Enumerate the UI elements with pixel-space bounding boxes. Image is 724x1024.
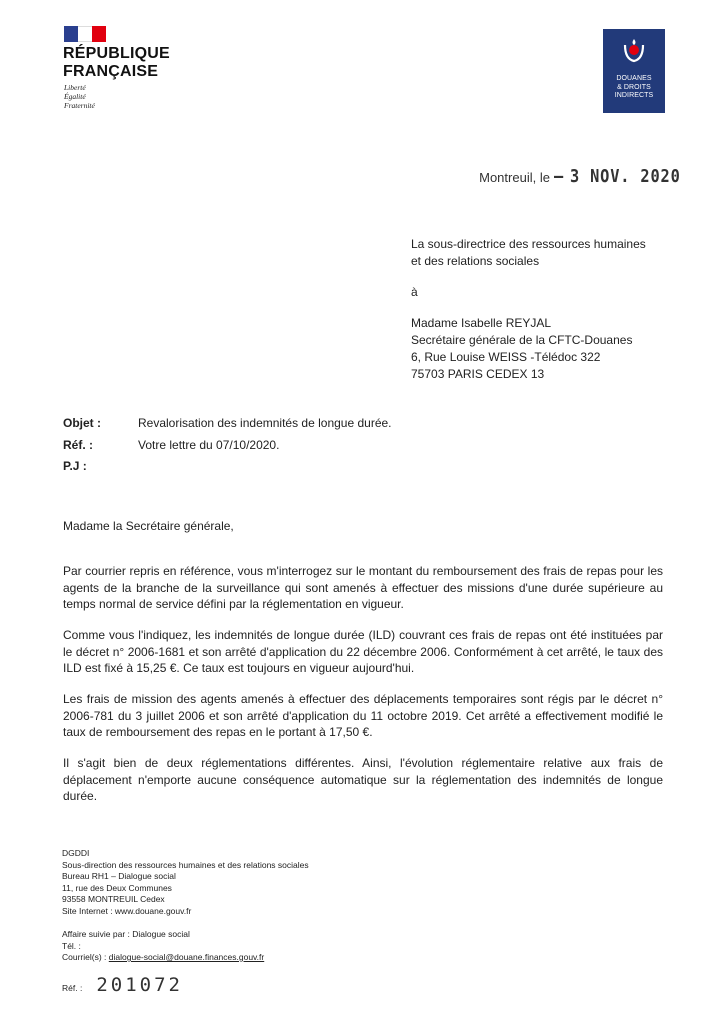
footer-courriel [62, 952, 264, 964]
marianne-flag-logo [64, 26, 106, 42]
douane-emblem-icon [619, 35, 649, 65]
footer-line: 11, rue des Deux Communes [62, 882, 172, 893]
footer-ref-number: 201072 [96, 974, 183, 996]
footer-reference [62, 974, 183, 996]
douanes-logo [603, 29, 665, 113]
salutation: Madame la Secrétaire générale, [63, 519, 234, 533]
ref-label: Réf. : [63, 438, 93, 452]
footer-ref-label: Réf. : [62, 983, 83, 993]
footer-address [62, 848, 309, 917]
recipient-block [411, 315, 632, 383]
footer-website: Site Internet : www.douane.gouv.fr [62, 905, 192, 916]
body-paragraph-3: Les frais de mission des agents amenés à effectuer des déplacements temporaires sont régis par le décret n° 2006-781 du 3 juillet 2006 et son arrêté d'application du 11 octobre 2019. Cet arrêté a effectivement modifié le taux de remboursement des repas en le portant à 17,50 €. [63, 692, 663, 739]
date-prefix: Montreuil, le [479, 170, 550, 185]
motto-liberte: Liberté [64, 83, 86, 92]
body-paragraph-2: Comme vous l'indiquez, les indemnités de longue durée (ILD) couvrant ces frais de repas ont été instituées par le décret n° 2006-1681 et son arrêté d'application du 22 décembre 2006. Conformément à cet arrêté, le taux des ILD est fixé à 15,25 €. Ce taux est toujours en vigueur aujourd'hui. [63, 628, 663, 675]
footer-line: 93558 MONTREUIL Cedex [62, 894, 165, 904]
republique-title-line1: RÉPUBLIQUE [63, 45, 170, 62]
douane-logo-line2: & DROITS [617, 83, 651, 91]
footer-line: Sous-direction des ressources humaines et des relations sociales [62, 859, 309, 870]
footer-line: Bureau RH1 – Dialogue social [62, 871, 176, 881]
objet-value: Revalorisation des indemnités de longue durée. [138, 416, 392, 430]
date-dash: – [553, 166, 565, 187]
footer-courriel-label: Courriel(s) : [62, 952, 107, 962]
body-paragraph-4: Il s'agit bien de deux réglementations différentes. Ainsi, l'évolution réglementaire relative aux frais de déplacement n'emporte aucune conséquence automatique sur la réglementation des indemnités de longue durée. [63, 756, 663, 803]
ref-value: Votre lettre du 07/10/2020. [138, 438, 280, 452]
footer-courriel-link[interactable]: dialogue-social@douane.finances.gouv.fr [108, 952, 265, 962]
body-paragraph-1: Par courrier repris en référence, vous m'interrogez sur le montant du remboursement des frais de repas pour les agents de la branche de la surveillance qui sont amenés à effectuer des missions d'une durée supérieure au temps normal de service défini par la réglementation en vigueur. [63, 564, 663, 611]
date-stamp: 3 NOV. 2020 [569, 166, 681, 187]
motto-egalite: Égalité [64, 92, 86, 101]
objet-label: Objet : [63, 416, 101, 430]
recipient-street: 6, Rue Louise WEISS -Télédoc 322 [411, 350, 601, 364]
motto-fraternite: Fraternité [64, 101, 95, 110]
republique-title-line2: FRANÇAISE [63, 63, 159, 80]
recipient-name: Madame Isabelle REYJAL [411, 316, 552, 330]
footer-line: DGDDI [62, 848, 90, 858]
footer-affaire: Affaire suivie par : Dialogue social [62, 929, 190, 939]
douane-logo-line1: DOUANES [616, 75, 652, 82]
sender-line: et des relations sociales [411, 254, 540, 268]
sender-line: La sous-directrice des ressources humaines [411, 237, 646, 251]
footer-tel: Tél. : [62, 940, 81, 951]
recipient-city: 75703 PARIS CEDEX 13 [411, 367, 545, 381]
pj-label: P.J : [63, 459, 87, 473]
douane-logo-line3: INDIRECTS [614, 92, 654, 99]
date-line [479, 166, 700, 187]
a-preposition: à [411, 285, 418, 299]
footer-contact [62, 929, 264, 964]
recipient-title: Secrétaire générale de la CFTC-Douanes [411, 333, 633, 347]
sender-block [411, 236, 646, 270]
